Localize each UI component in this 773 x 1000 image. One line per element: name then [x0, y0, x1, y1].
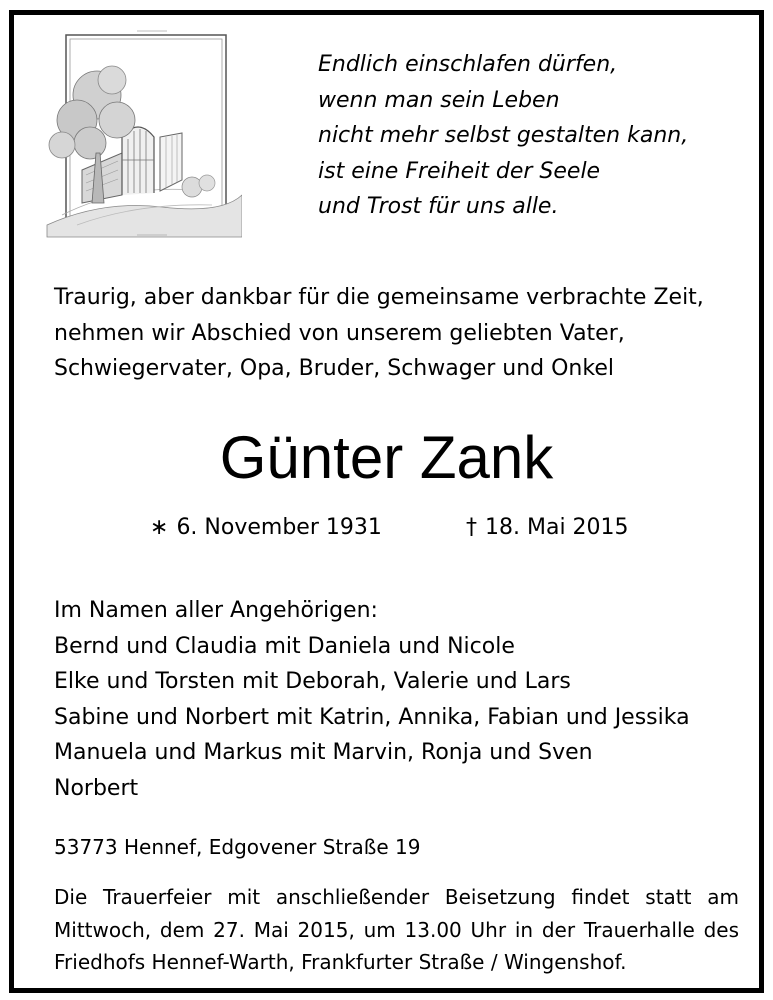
- poem-line: wenn man sein Leben: [318, 87, 560, 113]
- intro-line: Schwiegervater, Opa, Bruder, Schwager und Onkel: [54, 356, 614, 381]
- family-line: Im Namen aller Angehörigen:: [54, 598, 378, 623]
- birth-date: [150, 512, 382, 544]
- family-line: Manuela und Markus mit Marvin, Ronja und Sven: [54, 740, 593, 765]
- family-line: Elke und Torsten mit Deborah, Valerie und Lars: [54, 669, 571, 694]
- obituary-notice: [9, 10, 764, 993]
- family-line: Bernd und Claudia mit Daniela und Nicole: [54, 633, 515, 659]
- birth-date-text: 6. November 1931: [176, 515, 382, 540]
- poem-line: nicht mehr selbst gestalten kann,: [318, 123, 689, 148]
- poem-line: ist eine Freiheit der Seele: [318, 158, 601, 184]
- poem-line: und Trost für uns alle.: [318, 194, 559, 219]
- garden-gate-sketch: [42, 25, 242, 250]
- poem-line: Endlich einschlafen dürfen,: [318, 52, 618, 77]
- poem-verse: [318, 47, 738, 225]
- deceased-name: Günter Zank: [219, 424, 554, 491]
- ceremony-info: Die Trauerfeier mit anschließender Beisetzung findet statt am Mittwoch, dem 27. Mai 2015, um 13.00 Uhr in der Trauerhalle des Friedhofs Hennef-Warth, Frankfurter Straße / Wingenshof.: [54, 885, 739, 974]
- family-line: Sabine und Norbert mit Katrin, Annika, Fabian und Jessika: [54, 704, 690, 730]
- birth-star-icon: ∗: [150, 515, 169, 540]
- intro-line: nehmen wir Abschied von unserem geliebten Vater,: [54, 320, 625, 346]
- death-date: [466, 512, 629, 544]
- death-date-text: 18. Mai 2015: [485, 515, 629, 540]
- address: 53773 Hennef, Edgovener Straße 19: [54, 835, 421, 859]
- intro-line: Traurig, aber dankbar für die gemeinsame verbrachte Zeit,: [54, 285, 704, 310]
- intro-text: [54, 280, 754, 387]
- family-list: [54, 593, 754, 806]
- garden-gate-illustration: [42, 25, 242, 250]
- family-line: Norbert: [54, 775, 139, 801]
- death-cross-icon: †: [466, 515, 477, 540]
